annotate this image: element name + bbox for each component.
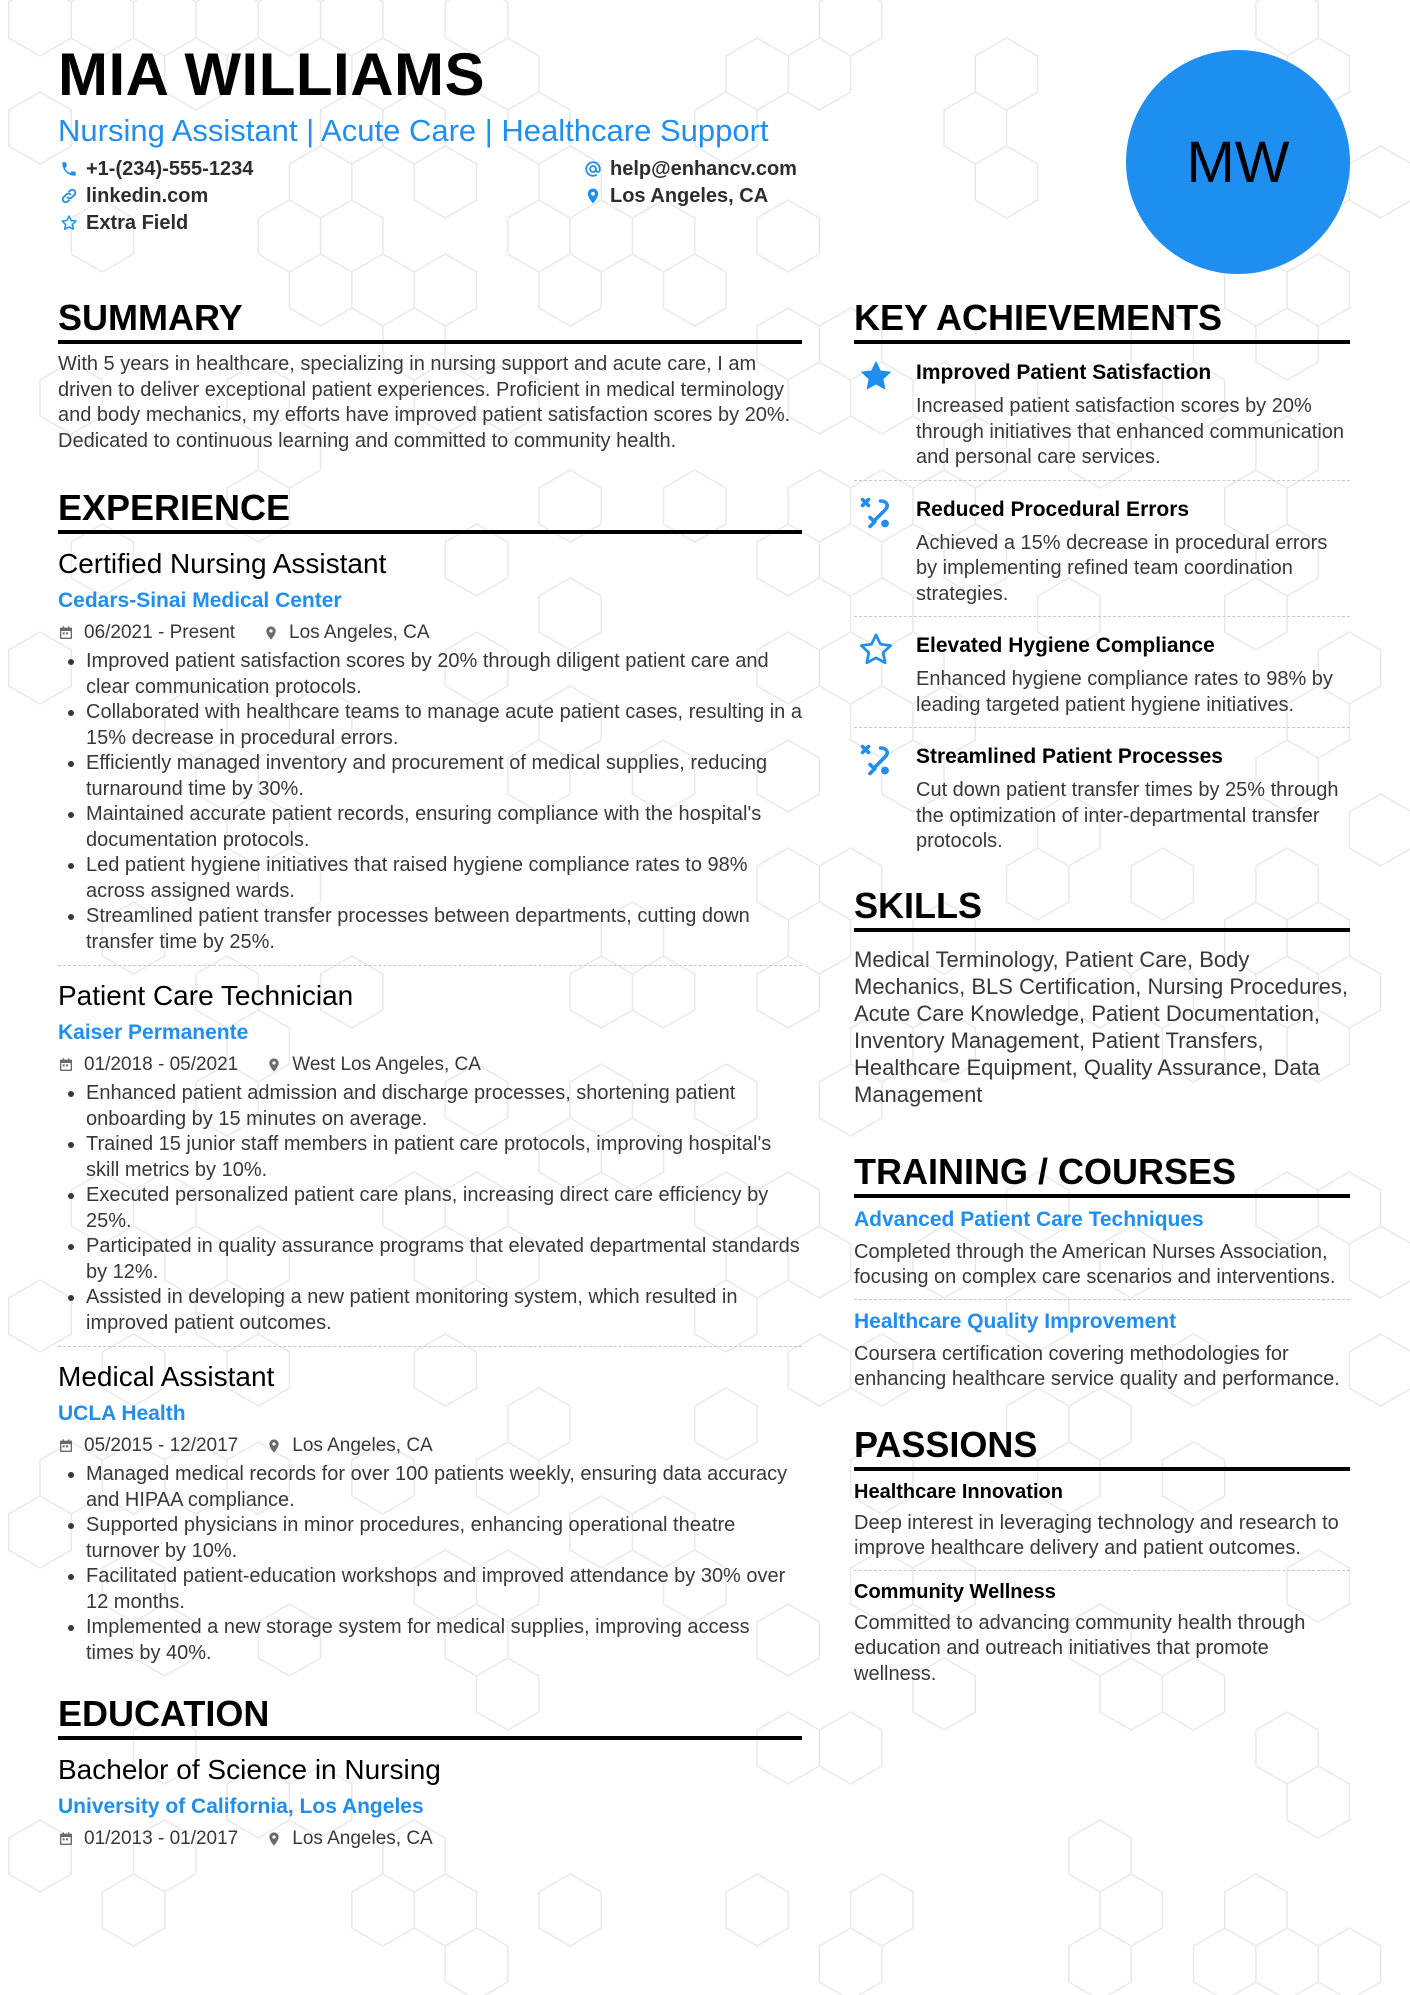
achievement-item [854,728,1350,864]
left-column [58,296,802,1851]
list-item: • Supported physicians in minor procedures, enhancing operational theatre turnover by 10%. [86,1513,802,1564]
list-item: • Collaborated with healthcare teams to manage acute patient cases, resulting in a 15% decrease in procedural errors. [86,700,802,751]
map-pin-icon [584,187,602,205]
star-outline-icon [60,214,78,232]
calendar-icon [58,1438,74,1454]
job-meta [58,1053,802,1077]
route-icon [854,495,916,531]
achievement-text: Enhanced hygiene compliance rates to 98% by leading targeted patient hygiene initiatives. [916,668,1333,716]
job-bullets [58,1081,802,1336]
job-location: Los Angeles, CA [292,1435,433,1456]
list-item: • Managed medical records for over 100 patients weekly, ensuring data accuracy and HIPAA compliance. [86,1462,802,1513]
list-item: • Maintained accurate patient records, ensuring compliance with the hospital's documentation protocols. [86,802,802,853]
candidate-tagline: Nursing Assistant | Acute Care | Healthcare Support [58,113,769,148]
job-entry [58,978,802,1347]
contact-email-text: help@enhancv.com [610,158,797,180]
achievement-body [916,358,1350,471]
list-item: • Led patient hygiene initiatives that raised hygiene compliance rates to 98% across assigned wards. [86,853,802,904]
course-item [854,1206,1350,1291]
achievement-title: Elevated Hygiene Compliance [916,634,1215,657]
achievements-section [854,296,1350,864]
achievements-heading: KEY ACHIEVEMENTS [854,296,1350,344]
skills-heading: SKILLS [854,884,1350,932]
course-item [854,1299,1350,1393]
skills-section [854,884,1350,1108]
list-item: • Executed personalized patient care plans, increasing direct care efficiency by 25%. [86,1183,802,1234]
training-heading: TRAINING / COURSES [854,1150,1350,1198]
list-item: • Participated in quality assurance programs that elevated departmental standards by 12%. [86,1234,802,1285]
passions-section [854,1423,1350,1688]
education-heading: EDUCATION [58,1692,802,1740]
contact-location-text: Los Angeles, CA [610,185,769,207]
calendar-icon [58,625,74,641]
summary-heading: SUMMARY [58,296,802,344]
achievement-body [916,631,1350,718]
passion-title: Healthcare Innovation [854,1480,1063,1503]
training-list [854,1206,1350,1393]
contact-location [584,186,768,206]
education-meta [58,1827,802,1851]
map-pin-icon [266,1438,282,1454]
phone-icon [60,160,78,178]
job-bullets [58,649,802,955]
summary-text: With 5 years in healthcare, specializing in nursing support and acute care, I am driven to deliver exceptional patient experiences. Proficient in medical terminology and body mechanics, my efforts have improved patient satisfaction scores by 20%. Dedicated to continuous learning and committed to community health. [58,353,791,452]
achievement-text: Cut down patient transfer times by 25% through the optimization of inter-departmental transfer protocols. [916,779,1339,852]
achievement-item [854,481,1350,618]
map-pin-icon [263,625,279,641]
job-title: Medical Assistant [58,1361,275,1392]
candidate-name: MIA WILLIAMS [58,41,486,108]
achievement-body [916,742,1350,855]
job-meta [58,621,802,645]
job-title: Certified Nursing Assistant [58,548,387,579]
contact-phone[interactable] [60,159,253,179]
summary-section [58,296,802,454]
contact-extra-text: Extra Field [86,212,189,234]
passion-item [854,1479,1350,1562]
education-degree: Bachelor of Science in Nursing [58,1754,441,1785]
achievement-title: Improved Patient Satisfaction [916,361,1212,384]
contact-linkedin[interactable] [60,186,208,206]
divider [58,965,802,966]
job-company: Kaiser Permanente [58,1021,249,1044]
map-pin-icon [266,1831,282,1847]
divider [58,1346,802,1347]
route-icon [854,742,916,778]
course-text: Coursera certification covering methodologies for enhancing healthcare service quality and performance. [854,1342,1340,1390]
passion-text: Deep interest in leveraging technology and research to improve healthcare delivery and patient outcomes. [854,1511,1339,1559]
education-dates: 01/2013 - 01/2017 [84,1828,239,1849]
training-section [854,1150,1350,1393]
avatar [1126,50,1350,274]
achievement-body [916,495,1350,608]
achievement-item [854,617,1350,728]
calendar-icon [58,1057,74,1073]
contact-linkedin-text: linkedin.com [86,185,209,207]
job-title: Patient Care Technician [58,980,354,1011]
education-school: University of California, Los Angeles [58,1795,424,1818]
star-outline-icon [854,631,916,667]
map-pin-icon [266,1057,282,1073]
contact-extra [60,213,188,233]
right-column [854,296,1350,1687]
achievement-item [854,344,1350,481]
course-title: Healthcare Quality Improvement [854,1309,1177,1333]
education-section [58,1692,802,1851]
passion-title: Community Wellness [854,1580,1056,1603]
job-company: UCLA Health [58,1402,186,1425]
passion-text: Committed to advancing community health through education and outreach initiatives that promote wellness. [854,1611,1306,1685]
course-text: Completed through the American Nurses Association, focusing on complex care scenarios and interventions. [854,1240,1336,1288]
job-bullets [58,1462,802,1666]
job-dates: 01/2018 - 05/2021 [84,1054,239,1075]
experience-heading: EXPERIENCE [58,486,802,534]
job-meta [58,1434,802,1458]
list-item: • Efficiently managed inventory and procurement of medical supplies, reducing turnaround time by 30%. [86,751,802,802]
list-item: • Implemented a new storage system for medical supplies, improving access times by 40%. [86,1615,802,1666]
achievement-text: Achieved a 15% decrease in procedural errors by implementing refined team coordination strategies. [916,531,1328,605]
list-item: • Assisted in developing a new patient monitoring system, which resulted in improved patient outcomes. [86,1285,802,1336]
achievement-title: Reduced Procedural Errors [916,497,1190,521]
star-filled-icon [854,358,916,394]
passions-list [854,1479,1350,1688]
link-icon [60,187,78,205]
list-item: • Improved patient satisfaction scores by 20% through diligent patient care and clear communication protocols. [86,649,802,700]
calendar-icon [58,1831,74,1847]
avatar-initials: MW [1186,129,1290,195]
passions-heading: PASSIONS [854,1423,1350,1471]
achievements-list [854,344,1350,864]
job-company: Cedars-Sinai Medical Center [58,589,342,612]
education-location: Los Angeles, CA [292,1828,433,1849]
job-location: Los Angeles, CA [289,622,430,643]
contact-phone-text: +1-(234)-555-1234 [86,158,254,180]
contact-email[interactable] [584,159,797,179]
list-item: • Trained 15 junior staff members in patient care protocols, improving hospital's skill metrics by 10%. [86,1132,802,1183]
passion-item [854,1570,1350,1688]
course-title: Advanced Patient Care Techniques [854,1207,1204,1231]
experience-section [58,486,802,1666]
job-dates: 06/2021 - Present [84,622,236,643]
job-dates: 05/2015 - 12/2017 [84,1435,239,1456]
achievement-title: Streamlined Patient Processes [916,745,1223,768]
list-item: • Enhanced patient admission and discharge processes, shortening patient onboarding by 15 minutes on average. [86,1081,802,1132]
job-entry [58,1359,802,1666]
list-item: • Facilitated patient-education workshops and improved attendance by 30% over 12 months. [86,1564,802,1615]
experience-list [58,546,802,1666]
job-location: West Los Angeles, CA [292,1054,481,1075]
job-entry [58,546,802,966]
skills-text: Medical Terminology, Patient Care, Body Mechanics, BLS Certification, Nursing Procedures, Acute Care Knowledge, Patient Documentation, Inventory Management, Patient Transfers, Healthcare Equipment, Quality Assurance, Data Management [854,946,1348,1107]
achievement-text: Increased patient satisfaction scores by 20% through initiatives that enhanced communication and personal care services. [916,395,1345,468]
at-icon [584,160,602,178]
list-item: • Streamlined patient transfer processes between departments, cutting down transfer time by 25%. [86,904,802,955]
